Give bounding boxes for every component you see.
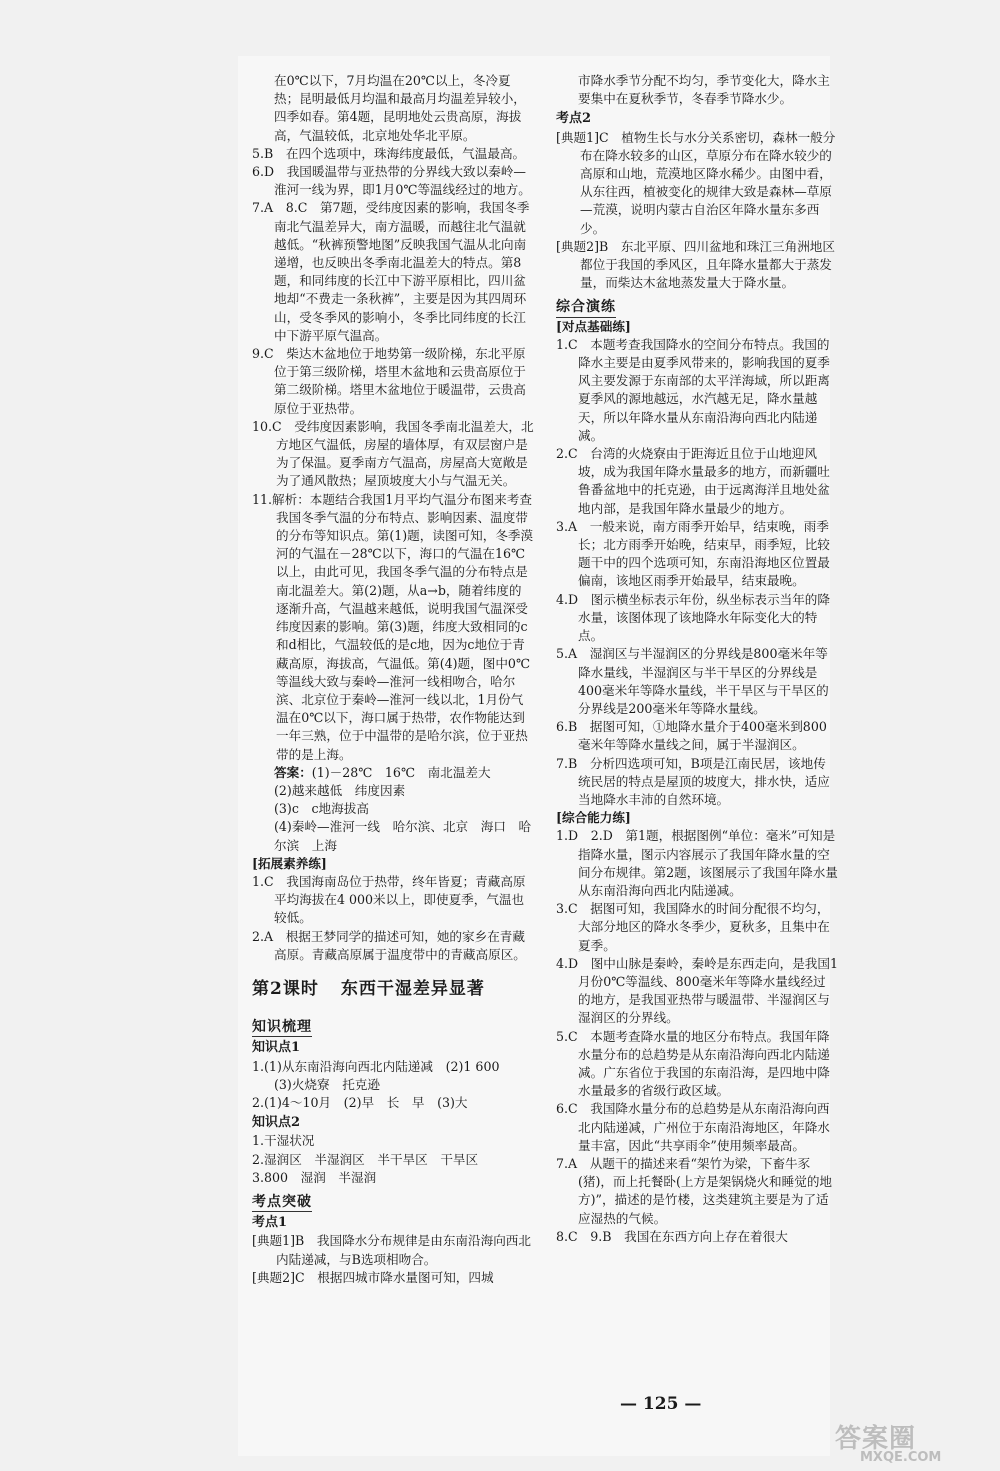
- answer-item-7-8: 7.A 8.C 第7题，受纬度因素的影响，我国冬季南北气温差异大，南方温暖，而越往北气温就越低。“秋裤预警地图”反映我国气温从北向南递增，也反映出冬季南北温差大的特点。第8题，和同纬度的长江中下游平原相比，四川盆地却“不费走一条秋裤”，主要是因为其四周环山，受冬季风的影响小，冬季比同纬度的长江中下游平原气温高。: [252, 200, 530, 343]
- answer-item-11: 11.解析：本题结合我国1月平均气温分布图来考查我国冬季气温的分布特点、影响因素、温度带的分布等知识点。第(1)题，读图可知，冬季漠河的气温在－28℃以下，海口的气温在16℃以上，由此可见，我国冬季气温的分布特点是南北温差大。第(2)题，从a→b，随着纬度的逐渐升高，气温越来越低，说明我国气温深受纬度因素的影响。第(3)题，纬度大致相同的c和d相比，气温较低的是c地，因为c地位于青藏高原，海拔高，气温低。第(4)题，图中0℃等温线大致与秦岭—淮河一线相吻合，哈尔滨、北京位于秦岭—淮河一线以北，1月份气温在0℃以下，海口属于热带，农作物能达到一年三熟，位于中温带的是哈尔滨，位于亚热带的是上海。: [252, 491, 534, 762]
- lesson-number: 第2课时: [252, 978, 319, 999]
- ability-item-3: 3.C 据图可知，我国降水的时间分配很不均匀，大部分地区的降水冬季少，夏秋多，且集中在夏季。: [556, 901, 830, 953]
- basic-item-1: 1.C 本题考查我国降水的空间分布特点。我国的降水主要是由夏季风带来的，影响我国的夏季风主要发源于东南部的太平洋海域，所以距离夏季风的源地越远，水汽越无足，降水量越天，所以年降水量从东南沿海向西北内陆递减。: [556, 336, 830, 443]
- practice-title: 综合演练: [556, 298, 616, 317]
- kp1-line-1: 1.(1)从东南沿海向西北内陆递减 (2)1 600: [252, 1058, 500, 1074]
- basic-item-7: 7.B 分析四选项可知，B项是江南民居，该地传统民居的特点是屋顶的坡度大，排水快，适应当地降水丰沛的自然环境。: [556, 755, 830, 807]
- ability-item-7: 7.A 从题干的描述来看“架竹为梁，下畜牛豕(猪)，而上托餐卧(上方是架锅烧火和睡觉的地方)”，描述的是竹楼，这类建筑主要是为了适应湿热的气候。: [556, 1155, 833, 1226]
- answer-line-1: [274, 764, 534, 782]
- answer-item-5: 5.B 在四个选项中，珠海纬度最低，气温最高。: [252, 145, 526, 161]
- basic-item-6: 6.B 据图可知，①地降水量介于400毫米到800毫米年等降水量线之间，属于半湿润区。: [556, 719, 827, 753]
- basic-item-5: 5.A 湿润区与半湿润区的分界线是800毫米年等降水量线，半湿润区与半干旱区的分界线是400毫米年等降水量线，半干旱区与干旱区的分界线是200毫米年等降水量线。: [556, 646, 829, 716]
- kd1-item-1: [典题1]B 我国降水分布规律是由东南沿海向西北内陆递减，与B选项相吻合。: [252, 1233, 531, 1267]
- answer-line-3: (3)c c地海拔高: [274, 801, 369, 817]
- kp2-line-3: 3.800 湿润 半湿润: [252, 1169, 377, 1185]
- answer-line-4: (4)秦岭—淮河一线 哈尔滨、北京 海口 哈尔滨 上海: [274, 819, 532, 853]
- answer-item-6: 6.D 我国暖温带与亚热带的分界线大致以秦岭—淮河一线为界，即1月0℃等温线经过的地方。: [252, 164, 531, 198]
- extension-item-1: 1.C 我国海南岛位于热带，终年皆夏；青藏高原平均海拔在4 000米以上，即使夏季，气温也较低。: [252, 873, 526, 926]
- kd1-item-2: [典题2]C 根据四城市降水量图可知，四城: [252, 1269, 494, 1285]
- kd2-title: 考点2: [556, 111, 592, 127]
- lesson-name: 东西干湿差异显著: [340, 978, 485, 999]
- answer-line-2: (2)越来越低 纬度因素: [274, 782, 406, 798]
- answer-label: 答案：: [274, 764, 312, 780]
- extension-item-2: 2.A 根据王梦同学的描述可知，她的家乡在青藏高原。青藏高原属于温度带中的青藏高原区。: [252, 928, 526, 962]
- kp1-line-2: (3)火烧寮 托克逊: [274, 1076, 380, 1092]
- ability-item-1-2: 1.D 2.D 第1题，根据图例“单位：毫米”可知是指降水量，图示内容展示了我国年降水量的空间分布规律。第2题，该图展示了我国年降水量从东南沿海向西北内陆递减。: [556, 828, 838, 898]
- basic-item-3: 3.A 一般来说，南方雨季开始早，结束晚，雨季长；北方雨季开始晚，结束早，雨季短，比较题干中的四个选项可知，东南沿海地区位置最偏南，该地区雨季开始最早，结束最晚。: [556, 518, 830, 589]
- answer-block-11: [252, 764, 534, 855]
- answer-item-9: 9.C 柴达木盆地位于地势第一级阶梯，东北平原位于第三级阶梯，塔里木盆地和云贵高原位于第二级阶梯。塔里木盆地位于暖温带，云贵高原位于亚热带。: [252, 346, 526, 416]
- breakthrough-title: 考点突破: [252, 1193, 312, 1212]
- watermark-url: MXQE.COM: [860, 1450, 942, 1465]
- kd2-item-2: [典题2]B 东北平原、四川盆地和珠江三角洲地区都位于我国的季风区，且年降水量都大于蒸发量，而柴达木盆地蒸发量大于降水量。: [556, 238, 835, 291]
- lesson-title: [252, 980, 534, 998]
- watermark-logo: 答案圈: [835, 1424, 917, 1454]
- right-intro: 市降水季节分配不均匀，季节变化大，降水主要集中在夏秋季节，冬春季节降水少。: [578, 73, 830, 107]
- extension-title: [拓展素养练]: [252, 855, 327, 871]
- kp2-line-2: 2.湿润区 半湿润区 半干旱区 干旱区: [252, 1151, 479, 1167]
- ability-item-5: 5.C 本题考查降水量的地区分布特点。我国年降水量分布的总趋势是从东南沿海向西北内陆递减。广东省位于我国的东南沿海，是四地中降水量最多的省级行政区域。: [556, 1028, 830, 1099]
- ability-title: [综合能力练]: [556, 810, 631, 826]
- kp1-line-3: 2.(1)4～10月 (2)早 长 早 (3)大: [252, 1094, 468, 1110]
- answer-text-1: (1)－28℃ 16℃ 南北温差大: [311, 764, 491, 780]
- left-column: [252, 72, 534, 1287]
- basic-item-2: 2.C 台湾的火烧寮由于距海近且位于山地迎风坡，成为我国年降水量最多的地方，而新疆吐鲁番盆地中的托克逊，由于远离海洋且地处盆地内部，是我国年降水量最少的地方。: [556, 446, 830, 516]
- kd2-item-1: [典题1]C 植物生长与水分关系密切，森林一般分布在降水较多的山区，草原分布在降水较少的高原和山地，荒漠地区降水稀少。由图中看，从东往西，植被变化的规律大致是森林—草原—荒漠，说明内蒙古自治区年降水量东多西少。: [556, 129, 836, 236]
- kd1-title: 考点1: [252, 1215, 288, 1231]
- right-column: [556, 72, 838, 1246]
- basic-title: [对点基础练]: [556, 318, 631, 334]
- ability-item-8-9: 8.C 9.B 我国在东西方向上存在着很大: [556, 1228, 788, 1244]
- left-intro: 在0℃以下，7月均温在20℃以上，冬冷夏热；昆明最低月均温和最高月均温差异较小，四季如春。第4题，昆明地处云贵高原，海拔高，气温较低，北京地处华北平原。: [274, 73, 526, 143]
- knowledge-title: 知识梳理: [252, 1018, 312, 1037]
- page-number: — 125 —: [620, 1394, 702, 1414]
- ability-item-6: 6.C 我国降水量分布的总趋势是从东南沿海向西北内陆递减，广州位于东南沿海地区，年降水量丰富，因此“共享雨伞”使用频率最高。: [556, 1101, 830, 1153]
- kp2-title: 知识点2: [252, 1115, 301, 1131]
- kp1-title: 知识点1: [252, 1040, 301, 1056]
- ability-item-4: 4.D 图中山脉是秦岭，秦岭是东西走向，是我国1月份0℃等温线、800毫米年等降水量线经过的地方，是我国亚热带与暖温带、半湿润区与湿润区的分界线。: [556, 955, 839, 1026]
- kp2-line-1: 1.干湿状况: [252, 1133, 315, 1149]
- answer-item-10: 10.C 受纬度因素影响，我国冬季南北温差大，北方地区气温低，房屋的墙体厚，有双层窗户是为了保温。夏季南方气温高，房屋高大宽敞是为了通风散热；屋顶坡度大小与气温无关。: [252, 418, 534, 489]
- basic-item-4: 4.D 图示横坐标表示年份，纵坐标表示当年的降水量，该图体现了该地降水年际变化大的特点。: [556, 591, 830, 644]
